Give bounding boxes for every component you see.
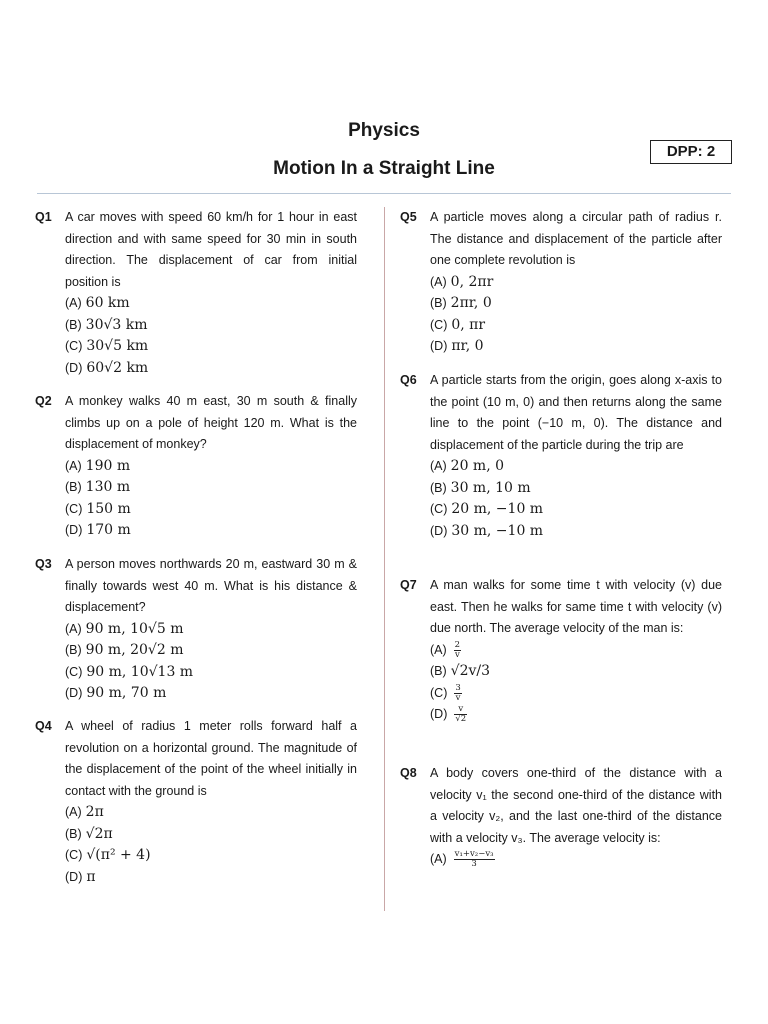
question-text: A body covers one-third of the distance with a velocity v₁ the second one-third of the distance with a velocity v₂, and the last one-third of the distance with a velocity v₃. The average velocity is: [430,766,722,845]
question-number: Q6 [400,373,417,387]
option-b: (B) 130 m [65,479,131,495]
option-b: (B) √2π [65,825,113,842]
option-c: (C) 150 m [65,500,131,517]
question-3 [35,554,357,705]
question-number: Q5 [400,210,417,224]
question-text: A particle moves along a circular path of radius r. The distance and displacement of the particle after one complete revolution is [430,210,722,267]
subject-title: Physics [348,120,420,141]
option-c: (C) 20 m, −10 m [430,501,544,517]
header-divider [37,193,731,194]
option-a: (A) 60 km [65,295,130,311]
fraction: $\frac{3}{v}$ [455,682,461,703]
question-number: Q8 [400,766,417,780]
option-a: (A) 90 m, 10√5 m [65,620,184,637]
question-text: A car moves with speed 60 km/h for 1 hour in east direction and with same speed for 30 min in south direction. The displacement of car from initial position is [65,210,357,289]
chapter-title: Motion In a Straight Line [273,158,495,179]
option-d: (D) $\frac{v}{√2}$ [430,704,467,725]
option-d: (D) π [65,868,96,885]
question-number: Q7 [400,578,417,592]
fraction: $\frac{2}{v}$ [454,639,461,660]
option-d: (D) πr, 0 [430,338,484,354]
dpp-badge: DPP: 2 [650,140,732,164]
option-c: (C) 0, πr [430,316,486,333]
option-a: (A) $\frac{\text{v₁+v₂−v₃}}{3}$ [430,849,494,870]
question-text: A particle starts from the origin, goes along x-axis to the point (10 m, 0) and then returns along the same line to the point (−10 m, 0). The distance and displacement of the particle during the trip are [430,373,722,452]
question-text: A person moves northwards 20 m, eastward 30 m & finally towards west 40 m. What is his distance & displacement? [65,557,357,614]
option-b: (B) 30√3 km [65,316,148,333]
question-number: Q2 [35,394,52,408]
question-text: A man walks for some time t with velocity (v) due east. Then he walks for same time t with velocity (v) due north. The average velocity of the man is: [430,578,722,635]
option-d: (D) 90 m, 70 m [65,685,167,701]
option-d: (D) 170 m [65,522,131,538]
fraction: $\frac{v}{√2}$ [455,704,467,725]
option-a: (A) 20 m, 0 [430,458,505,474]
question-number: Q4 [35,719,52,733]
question-4 [35,716,357,888]
question-text: A monkey walks 40 m east, 30 m south & finally climbs up on a pole of height 120 m. What is the displacement of monkey? [65,394,357,451]
option-b: (B) 90 m, 20√2 m [65,642,184,658]
option-a: (A) 0, 2πr [430,273,494,290]
option-c: (C) $\frac{3}{v}$ [430,682,461,703]
option-c: (C) 90 m, 10√13 m [65,663,194,680]
option-c: (C) 30√5 km [65,338,149,354]
question-5 [400,207,722,358]
option-b: (B) 2πr, 0 [430,295,492,311]
option-a: (A) 2π [65,804,104,820]
option-b: (B) √2v/3 [430,663,491,679]
fraction: $\frac{\text{v₁+v₂−v₃}}{3}$ [454,849,494,870]
question-6 [400,370,722,542]
option-a: (A) 190 m [65,457,131,474]
question-number: Q3 [35,557,52,571]
option-b: (B) 30 m, 10 m [430,479,531,496]
question-2 [35,391,357,542]
option-a: (A) $\frac{2}{v}$ [430,639,461,660]
option-d: (D) 60√2 km [65,359,149,376]
question-number: Q1 [35,210,52,224]
question-8 [400,763,722,871]
column-divider [384,207,385,911]
option-c: (C) √(π² + 4) [65,847,151,863]
question-1 [35,207,357,379]
option-d: (D) 30 m, −10 m [430,522,544,539]
question-7 [400,575,722,726]
question-text: A wheel of radius 1 meter rolls forward half a revolution on a horizontal ground. The magnitude of the displacement of the point of the wheel initially in contact with the ground is [65,719,357,798]
